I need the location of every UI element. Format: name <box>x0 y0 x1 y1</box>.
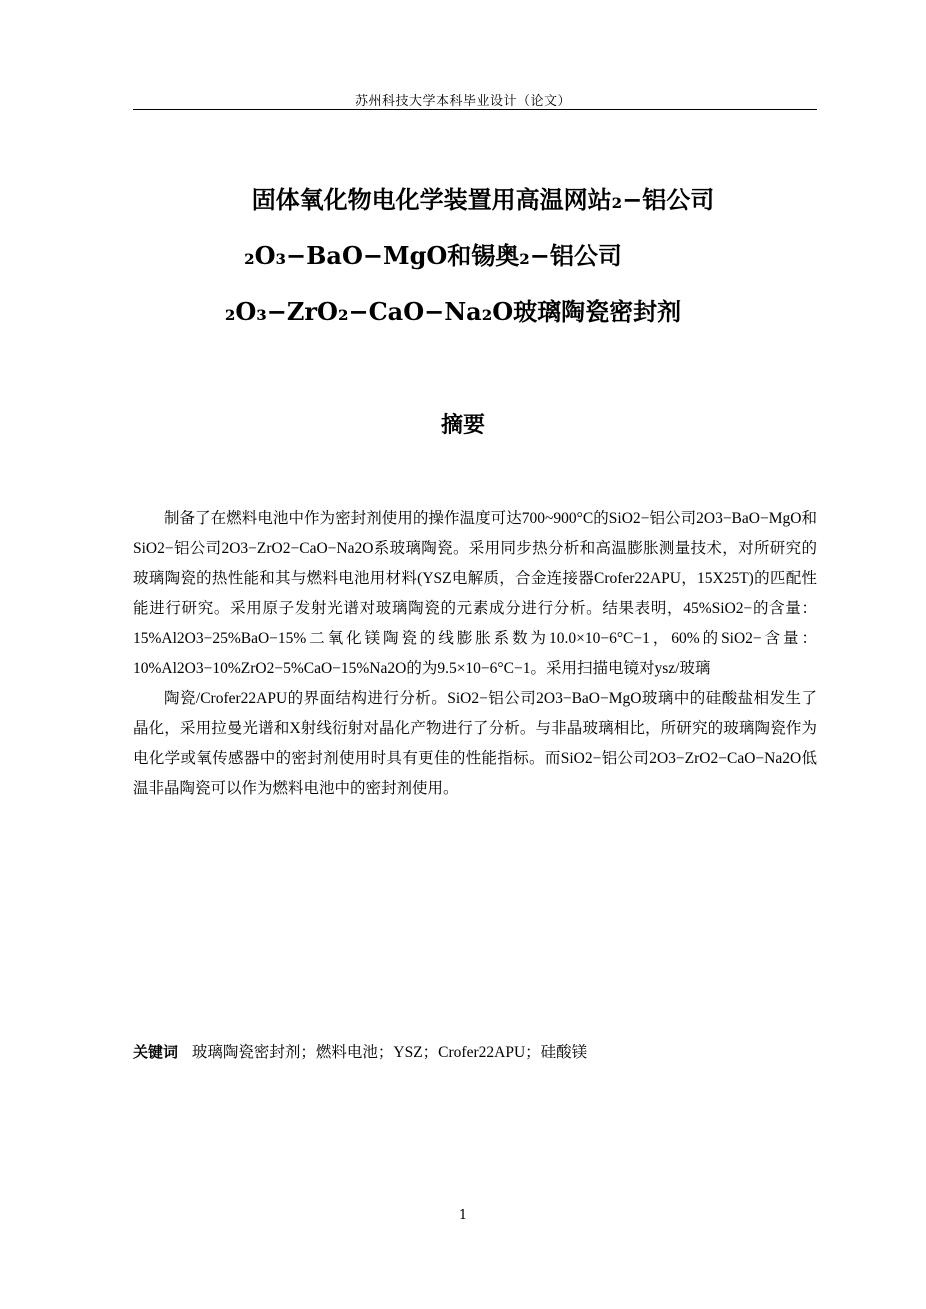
title-line-3: ₂O₃−ZrO₂−CaO−Na₂O玻璃陶瓷密封剂 <box>224 297 682 326</box>
running-header: 苏州科技大学本科毕业设计（论文） <box>354 94 571 109</box>
title-line-2: ₂O₃−BaO−MgO和锡奥₂−铝公司 <box>244 241 622 270</box>
page-number: 1 <box>458 1208 468 1223</box>
keywords-line <box>133 1040 817 1062</box>
abstract-body <box>133 504 817 804</box>
abstract-paragraph-2: 陶瓷/Crofer22APU的界面结构进行分析。SiO2−铝公司2O3−BaO−MgO玻璃中的硅酸盐相发生了晶化，采用拉曼光谱和X射线衍射对晶化产物进行了分析。与非晶玻璃相比，所研究的玻璃陶瓷作为电化学或氧传感器中的密封剂使用时具有更佳的性能指标。而SiO2−铝公司2O3−ZrO2−CaO−Na2O低温非晶陶瓷可以作为燃料电池中的密封剂使用。 <box>133 690 817 797</box>
abstract-heading: 摘要 <box>440 412 485 438</box>
keywords-label: 关键词 <box>133 1043 179 1061</box>
abstract-paragraph-1: 制备了在燃料电池中作为密封剂使用的操作温度可达700~900°C的SiO2−铝公司2O3−BaO−MgO和SiO2−铝公司2O3−ZrO2−CaO−Na2O系玻璃陶瓷。采用同步热分析和高温膨胀测量技术，对所研究的玻璃陶瓷的热性能和其与燃料电池用材料(YSZ电解质，合金连接器Crofer22APU，15X25T)的匹配性能进行研究。采用原子发射光谱对玻璃陶瓷的元素成分进行分析。结果表明，45%SiO2−的含量：15%Al2O3−25%BaO−15%二氧化镁陶瓷的线膨胀系数为10.0×10−6°C−1，60%的SiO2−含量：10%Al2O3−10%ZrO2−5%CaO−15%Na2O的为9.5×10−6°C−1。采用扫描电镜对ysz/玻璃 <box>133 510 817 677</box>
title-line-1: 固体氧化物电化学装置用高温网站₂−铝公司 <box>251 185 715 214</box>
keywords-text: 玻璃陶瓷密封剂；燃料电池；YSZ；Crofer22APU；硅酸镁 <box>191 1044 588 1061</box>
header-divider <box>133 109 817 110</box>
